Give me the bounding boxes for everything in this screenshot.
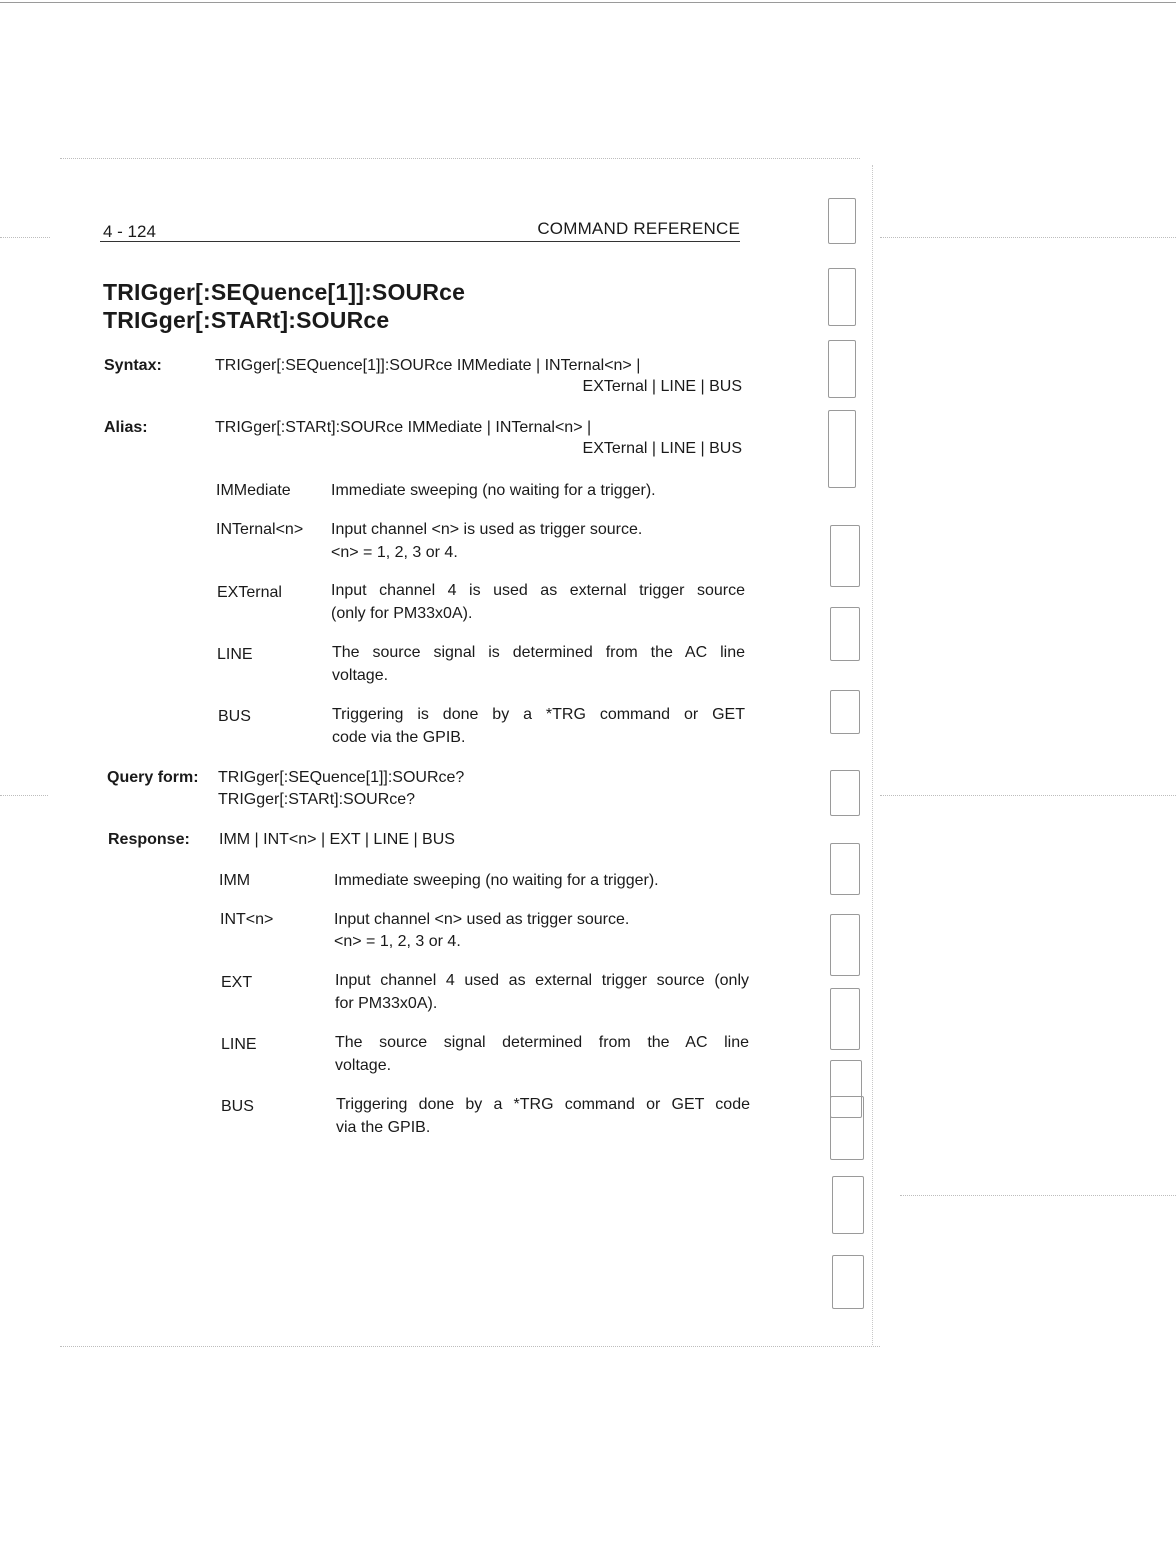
thumb-tab (830, 1096, 864, 1160)
param-desc-line: (only for PM33x0A). (331, 605, 473, 622)
page-number: 4 - 124 (103, 222, 156, 241)
response-term: INT<n> (220, 911, 274, 928)
thumb-tab (832, 1176, 864, 1234)
param-term: INTernal<n> (216, 521, 304, 538)
response-term: IMM (219, 872, 251, 889)
section-title: COMMAND REFERENCE (537, 219, 740, 238)
response-desc-line: Input channel <n> used as trigger source. (334, 911, 630, 928)
scan-guide-vertical (872, 165, 873, 1345)
thumb-tab (828, 410, 856, 488)
alias-line-2: EXTernal | LINE | BUS (582, 440, 742, 457)
thumb-tab (830, 770, 860, 816)
param-desc-line: The source signal is determined from the AC line (332, 644, 745, 661)
scan-guide-bottom (60, 1346, 880, 1347)
response-desc-line: <n> = 1, 2, 3 or 4. (334, 933, 461, 950)
header-rule (100, 241, 740, 242)
thumb-tab (830, 607, 860, 661)
scan-guide-upper-right (880, 237, 1176, 238)
command-title-primary: TRIGger[:SEQuence[1]]:SOURce (103, 279, 466, 305)
param-desc-line: Immediate sweeping (no waiting for a trigger). (331, 482, 656, 499)
query-form-line-1: TRIGger[:SEQuence[1]]:SOURce? (218, 769, 465, 786)
syntax-line-1: TRIGger[:SEQuence[1]]:SOURce IMMediate | INTernal<n> | (215, 357, 641, 374)
thumb-tab (830, 690, 860, 734)
param-desc-line: Input channel <n> is used as trigger source. (331, 521, 643, 538)
scan-guide-mid-right (880, 795, 1176, 796)
response-desc-line: Immediate sweeping (no waiting for a trigger). (334, 872, 659, 889)
param-desc-line: <n> = 1, 2, 3 or 4. (331, 544, 458, 561)
query-form-label: Query form: (107, 769, 199, 786)
query-form-line-2: TRIGger[:STARt]:SOURce? (218, 791, 416, 808)
response-term: EXT (221, 974, 253, 991)
syntax-line-2: EXTernal | LINE | BUS (582, 378, 742, 395)
thumb-tab (832, 1255, 864, 1309)
param-term: BUS (218, 708, 251, 725)
response-desc-line: via the GPIB. (336, 1119, 431, 1136)
param-desc-line: Triggering is done by a *TRG command or GET (332, 706, 745, 723)
thumb-tab (830, 525, 860, 587)
response-value: IMM | INT<n> | EXT | LINE | BUS (219, 831, 455, 848)
scan-guide-left-upper (0, 237, 50, 238)
thumb-tab (828, 340, 856, 398)
param-term: EXTernal (217, 584, 282, 601)
thumb-tab (830, 988, 860, 1050)
response-desc-line: for PM33x0A). (335, 995, 438, 1012)
response-term: BUS (221, 1098, 254, 1115)
param-desc-line: voltage. (332, 667, 389, 684)
response-desc-line: voltage. (335, 1057, 392, 1074)
thumb-tab (828, 268, 856, 326)
alias-label: Alias: (104, 419, 148, 436)
syntax-label: Syntax: (104, 357, 162, 374)
response-desc-line: Triggering done by a *TRG command or GET code (336, 1096, 750, 1113)
thumb-tab (830, 843, 860, 895)
alias-line-1: TRIGger[:STARt]:SOURce IMMediate | INTernal<n> | (215, 419, 592, 436)
thumb-tab (828, 198, 856, 244)
param-desc-line: Input channel 4 is used as external trigger source (331, 582, 745, 599)
command-title-alias: TRIGger[:STARt]:SOURce (103, 307, 390, 333)
response-desc-line: The source signal determined from the AC line (335, 1034, 749, 1051)
response-desc-line: Input channel 4 used as external trigger source (only (335, 972, 749, 989)
scan-guide-lower-right (900, 1195, 1176, 1196)
scan-edge-top (0, 2, 1176, 3)
scan-guide-top (60, 158, 860, 159)
thumb-tab (830, 914, 860, 976)
param-term: LINE (217, 646, 253, 663)
param-term: IMMediate (216, 482, 291, 499)
response-label: Response: (108, 831, 190, 848)
response-term: LINE (221, 1036, 257, 1053)
param-desc-line: code via the GPIB. (332, 729, 466, 746)
scan-guide-left-mid (0, 795, 48, 796)
